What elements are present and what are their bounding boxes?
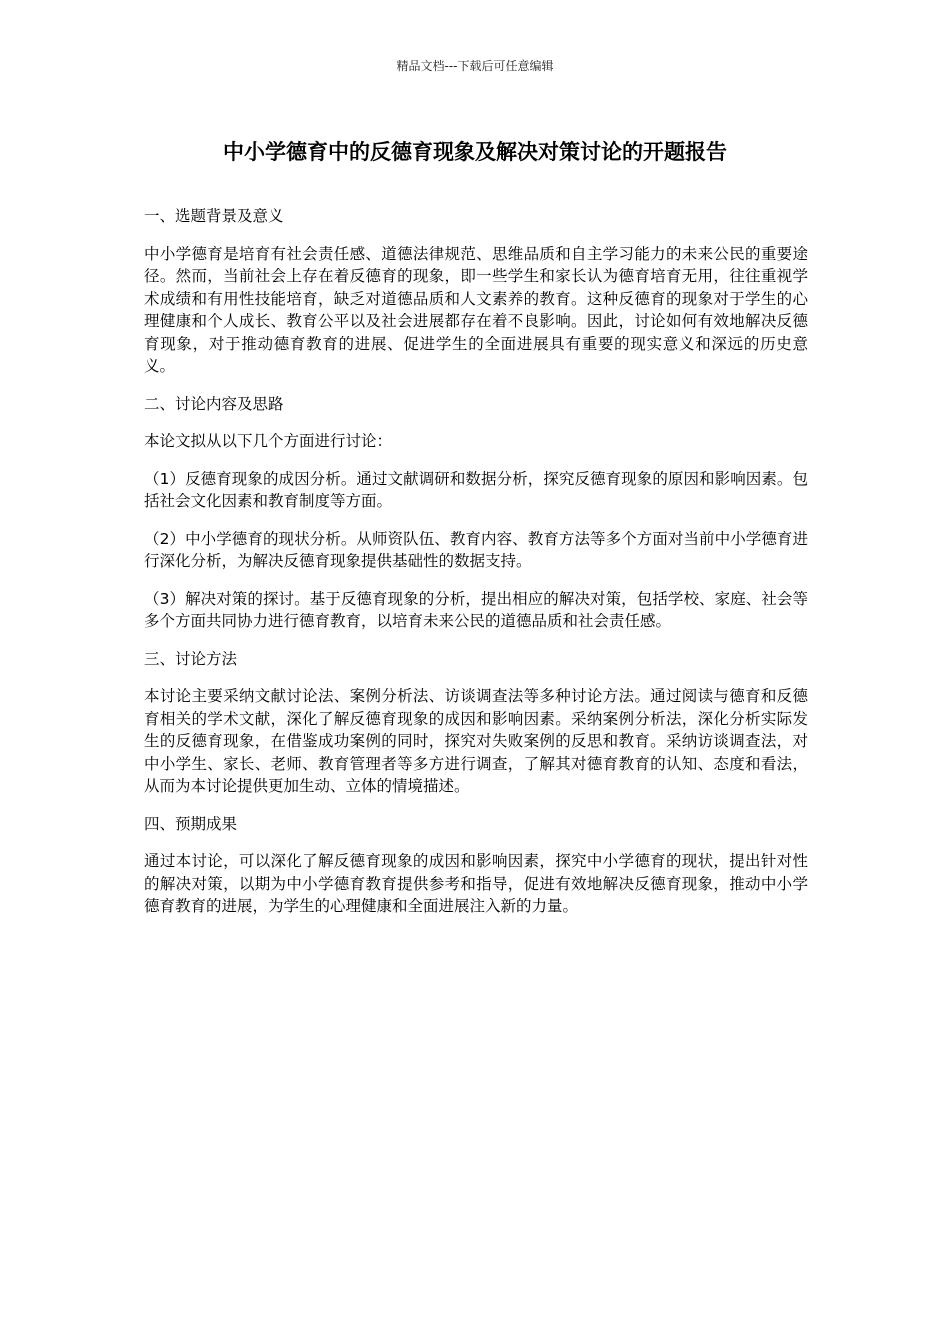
paragraph-methods: 本讨论主要采纳文献讨论法、案例分析法、访谈调查法等多种讨论方法。通过阅读与德育和反德育相关的学术文献，深化了解反德育现象的成因和影响因素。采纳案例分析法，深化分析实际发生的反德育现象，在借鉴成功案例的同时，探究对失败案例的反思和教育。采纳访谈调查法，对中小学生、家长、老师、教育管理者等多方进行调查，了解其对德育教育的认知、态度和看法，从而为本讨论提供更加生动、立体的情境描述。 <box>144 687 808 795</box>
section-heading-methods: 三、讨论方法 <box>144 649 238 668</box>
paragraph-content-item-2: （2）中小学德育的现状分析。从师资队伍、教育内容、教育方法等多个方面对当前中小学德育进行深化分析，为解决反德育现象提供基础性的数据支持。 <box>144 529 808 570</box>
document-body <box>144 205 808 933</box>
paragraph-content-item-1: （1）反德育现象的成因分析。通过文献调研和数据分析，探究反德育现象的原因和影响因素。包括社会文化因素和教育制度等方面。 <box>144 469 808 510</box>
document-title: 中小学德育中的反德育现象及解决对策讨论的开题报告 <box>223 140 727 164</box>
section-heading-outcomes: 四、预期成果 <box>144 814 238 833</box>
paragraph-outcomes: 通过本讨论，可以深化了解反德育现象的成因和影响因素，探究中小学德育的现状，提出针对性的解决对策，以期为中小学德育教育提供参考和指导，促进有效地解决反德育现象，推动中小学德育教育的进展，为学生的心理健康和全面进展注入新的力量。 <box>144 852 808 915</box>
section-heading-background: 一、选题背景及意义 <box>144 207 284 225</box>
section-heading-content: 二、讨论内容及思路 <box>144 394 284 413</box>
header-note: 精品文档---下载后可任意编辑 <box>396 59 554 73</box>
paragraph-content-intro: 本论文拟从以下几个方面进行讨论： <box>144 432 393 450</box>
paragraph-background: 中小学德育是培育有社会责任感、道德法律规范、思维品质和自主学习能力的未来公民的重要途径。然而，当前社会上存在着反德育的现象，即一些学生和家长认为德育培育无用，往往重视学术成绩和有用性技能培育，缺乏对道德品质和人文素养的教育。这种反德育的现象对于学生的心理健康和个人成长、教育公平以及社会进展都存在着不良影响。因此，讨论如何有效地解决反德育现象，对于推动德育教育的进展、促进学生的全面进展具有重要的现实意义和深远的历史意义。 <box>144 244 808 375</box>
paragraph-content-item-3: （3）解决对策的探讨。基于反德育现象的分析，提出相应的解决对策，包括学校、家庭、社会等多个方面共同协力进行德育教育，以培育未来公民的道德品质和社会责任感。 <box>144 589 808 630</box>
